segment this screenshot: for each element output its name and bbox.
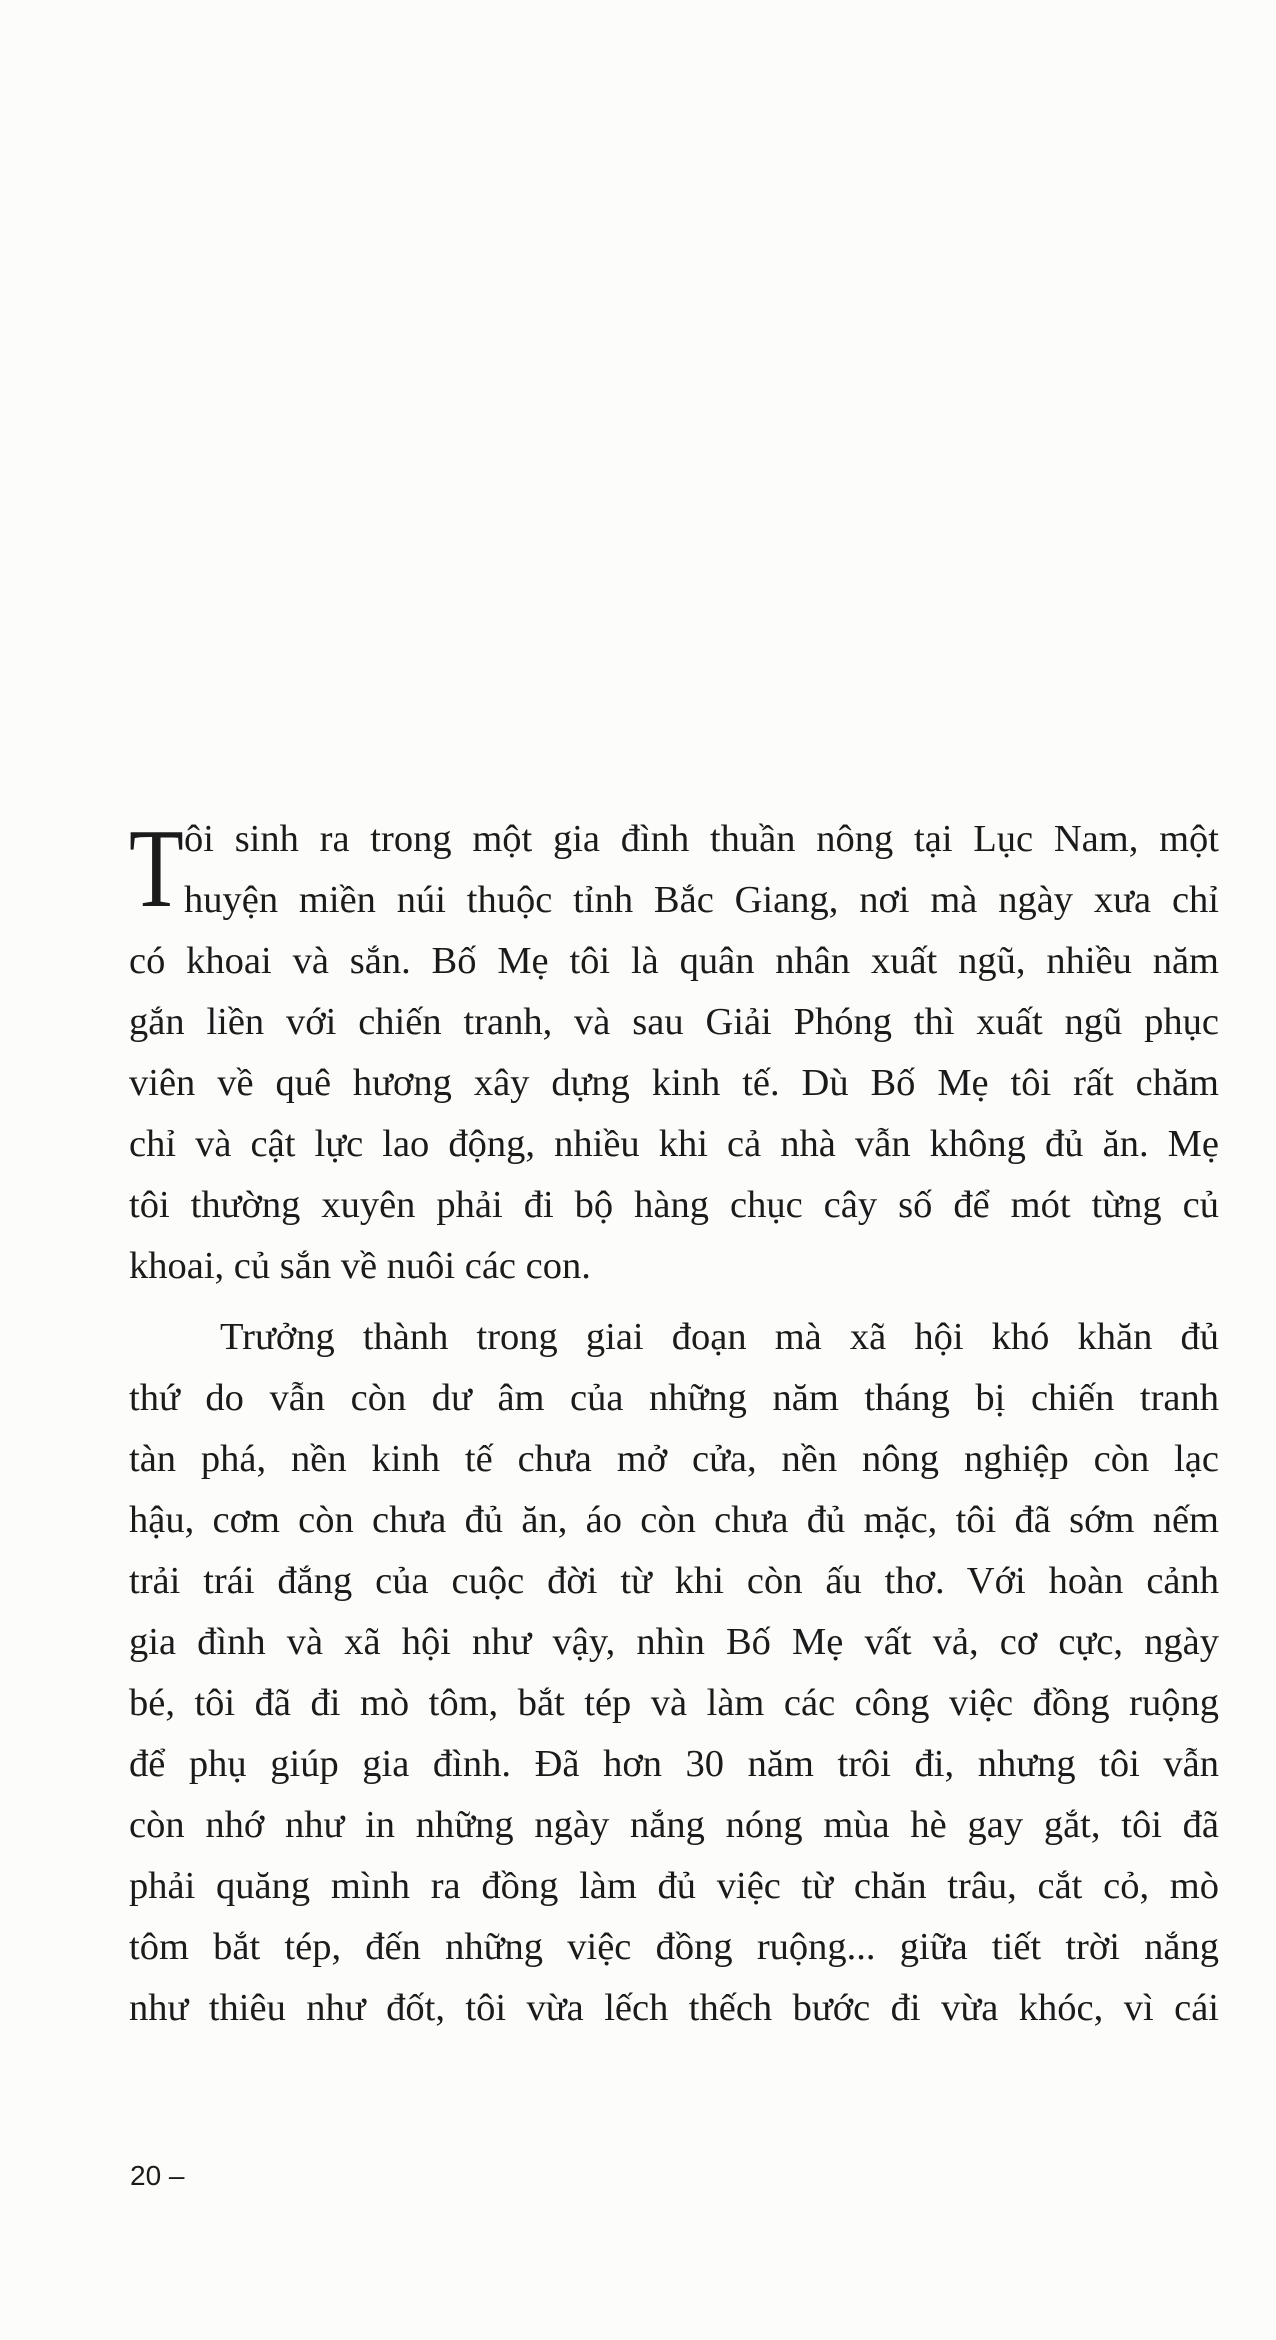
text-line: khoai, củ sắn về nuôi các con. — [129, 1245, 591, 1287]
text-line: thứ do vẫn còn dư âm của những năm tháng bị chiến tranh — [129, 1377, 1219, 1419]
paragraph-1 — [129, 809, 1219, 1297]
body-text — [129, 809, 1219, 2039]
page-number: 20 – — [130, 2160, 185, 2191]
text-line: viên về quê hương xây dựng kinh tế. Dù Bố Mẹ tôi rất chăm — [129, 1062, 1219, 1104]
text-line: hậu, cơm còn chưa đủ ăn, áo còn chưa đủ mặc, tôi đã sớm nếm — [129, 1499, 1219, 1541]
text-line: như thiêu như đốt, tôi vừa lếch thếch bước đi vừa khóc, vì cái — [129, 1987, 1219, 2029]
text-line: phải quăng mình ra đồng làm đủ việc từ chăn trâu, cắt cỏ, mò — [129, 1865, 1219, 1907]
text-line: trải trái đắng của cuộc đời từ khi còn ấu thơ. Với hoàn cảnh — [129, 1560, 1219, 1602]
text-line: tôi thường xuyên phải đi bộ hàng chục cây số để mót từng củ — [129, 1184, 1219, 1226]
text-line: tôm bắt tép, đến những việc đồng ruộng... giữa tiết trời nắng — [129, 1926, 1219, 1968]
paragraph-2 — [129, 1307, 1219, 2039]
text-line: Trưởng thành trong giai đoạn mà xã hội khó khăn đủ — [220, 1316, 1219, 1358]
text-line: gia đình và xã hội như vậy, nhìn Bố Mẹ vất vả, cơ cực, ngày — [129, 1621, 1219, 1663]
text-line: chỉ và cật lực lao động, nhiều khi cả nhà vẫn không đủ ăn. Mẹ — [129, 1123, 1219, 1165]
text-line: ôi sinh ra trong một gia đình thuần nông tại Lục Nam, một — [184, 818, 1219, 860]
text-line: còn nhớ như in những ngày nắng nóng mùa hè gay gắt, tôi đã — [129, 1804, 1219, 1846]
text-line: tàn phá, nền kinh tế chưa mở cửa, nền nông nghiệp còn lạc — [129, 1438, 1219, 1480]
drop-cap: T — [129, 807, 184, 931]
text-line: để phụ giúp gia đình. Đã hơn 30 năm trôi đi, nhưng tôi vẫn — [129, 1743, 1219, 1785]
text-line: có khoai và sắn. Bố Mẹ tôi là quân nhân xuất ngũ, nhiều năm — [129, 940, 1219, 982]
text-line: huyện miền núi thuộc tỉnh Bắc Giang, nơi mà ngày xưa chỉ — [184, 879, 1219, 921]
text-line: gắn liền với chiến tranh, và sau Giải Phóng thì xuất ngũ phục — [129, 1001, 1219, 1043]
text-line: bé, tôi đã đi mò tôm, bắt tép và làm các công việc đồng ruộng — [129, 1682, 1219, 1724]
